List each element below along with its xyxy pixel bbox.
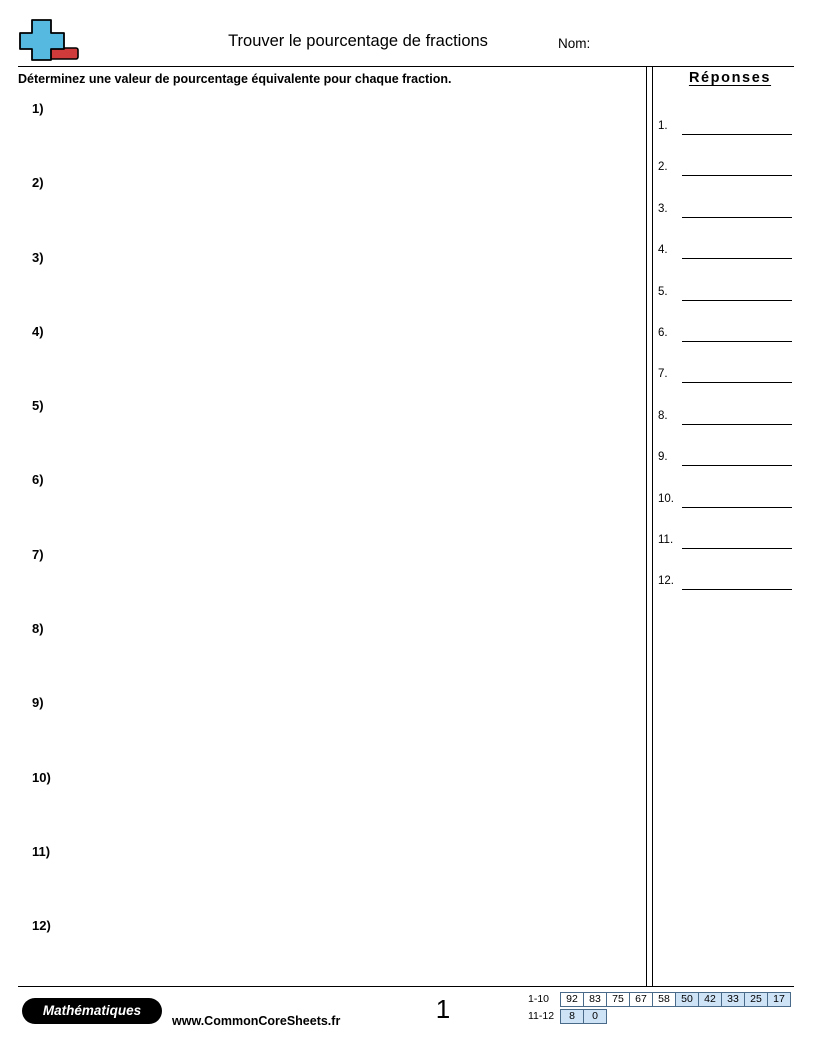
problem-number: 7)	[32, 546, 44, 562]
answers-list	[652, 118, 802, 615]
answer-key-row	[528, 1009, 791, 1024]
problem-number: 6)	[32, 472, 44, 488]
page-title: Trouver le pourcentage de fractions	[228, 32, 488, 50]
answer-blank[interactable]	[682, 175, 792, 176]
answer-blank[interactable]	[682, 548, 792, 549]
problem-item	[18, 833, 638, 907]
answer-blank[interactable]	[682, 465, 792, 466]
answer-row	[652, 366, 802, 407]
problem-number: 9)	[32, 695, 44, 711]
answer-row	[652, 118, 802, 159]
answer-key-cell: 8	[560, 1009, 583, 1024]
answer-row	[652, 284, 802, 325]
problem-item	[18, 387, 638, 461]
answer-number: 1.	[658, 120, 668, 132]
answer-row	[652, 449, 802, 490]
brand-label: Mathématiques	[42, 1003, 142, 1018]
answer-key-cell: 92	[560, 992, 583, 1007]
answer-key-cell: 50	[675, 992, 698, 1007]
answer-row	[652, 325, 802, 366]
answer-key-cell: 42	[698, 992, 721, 1007]
answer-row	[652, 573, 802, 614]
answer-number: 5.	[658, 285, 668, 298]
answer-number: 9.	[658, 451, 668, 464]
answer-number: 3.	[658, 202, 668, 215]
answer-blank[interactable]	[682, 507, 792, 508]
page-header	[18, 18, 794, 64]
problem-item	[18, 164, 638, 238]
problem-item	[18, 907, 638, 981]
problem-item	[18, 90, 638, 164]
footer-divider	[18, 986, 794, 987]
problem-number: 4)	[32, 323, 44, 339]
problem-item	[18, 461, 638, 535]
answer-number: 6.	[658, 326, 668, 339]
header-divider	[18, 66, 794, 67]
answer-number: 12.	[658, 575, 674, 588]
problem-item	[18, 239, 638, 313]
answer-key-cell: 0	[583, 1009, 607, 1024]
problem-item	[18, 684, 638, 758]
problem-number: 8)	[32, 621, 44, 637]
answer-number: 11.	[658, 533, 674, 546]
answer-blank[interactable]	[682, 134, 792, 135]
answer-blank[interactable]	[682, 258, 792, 259]
problem-number: 3)	[32, 249, 44, 265]
answer-key-row	[528, 992, 791, 1007]
problem-item	[18, 759, 638, 833]
answer-blank[interactable]	[682, 341, 792, 342]
answer-row	[652, 491, 802, 532]
problem-number: 1)	[32, 101, 44, 116]
answer-blank[interactable]	[682, 424, 792, 425]
answer-number: 7.	[658, 368, 668, 381]
answer-row	[652, 532, 802, 573]
answer-key-cell: 17	[767, 992, 791, 1007]
site-url: www.CommonCoreSheets.fr	[172, 1014, 341, 1028]
instructions-text: Déterminez une valeur de pourcentage équivalente pour chaque fraction.	[18, 72, 452, 86]
answer-blank[interactable]	[682, 382, 792, 383]
problem-item	[18, 536, 638, 610]
answer-row	[652, 159, 802, 200]
answer-key-grid	[528, 992, 791, 1026]
answer-key-cell: 25	[744, 992, 767, 1007]
answers-heading: Réponses	[688, 70, 772, 86]
answer-number: 4.	[658, 244, 668, 257]
problem-item	[18, 313, 638, 387]
plus-logo-icon	[18, 18, 84, 64]
page-number: 1	[435, 994, 451, 1024]
answer-blank[interactable]	[682, 217, 792, 218]
answer-key-cell: 67	[629, 992, 652, 1007]
answer-key-range: 11-12	[528, 1010, 555, 1022]
problem-number: 5)	[32, 398, 44, 414]
answer-key-cell: 75	[606, 992, 629, 1007]
answer-row	[652, 242, 802, 283]
answer-number: 10.	[658, 492, 674, 505]
answer-blank[interactable]	[682, 589, 792, 590]
answer-row	[652, 408, 802, 449]
problem-item	[18, 610, 638, 684]
answer-key-range: 1-10	[528, 993, 550, 1005]
problem-number: 10)	[32, 769, 51, 785]
answer-key-cell: 33	[721, 992, 744, 1007]
answer-row	[652, 201, 802, 242]
problem-number: 12)	[32, 918, 51, 934]
name-label: Nom:	[558, 36, 591, 51]
problem-number: 2)	[32, 175, 44, 191]
answer-key-cell: 83	[583, 992, 606, 1007]
answer-number: 2.	[658, 161, 668, 174]
answer-key-cell: 58	[652, 992, 675, 1007]
answer-blank[interactable]	[682, 300, 792, 301]
answer-number: 8.	[658, 409, 668, 422]
problem-list	[18, 90, 638, 982]
problem-number: 11)	[32, 843, 51, 859]
